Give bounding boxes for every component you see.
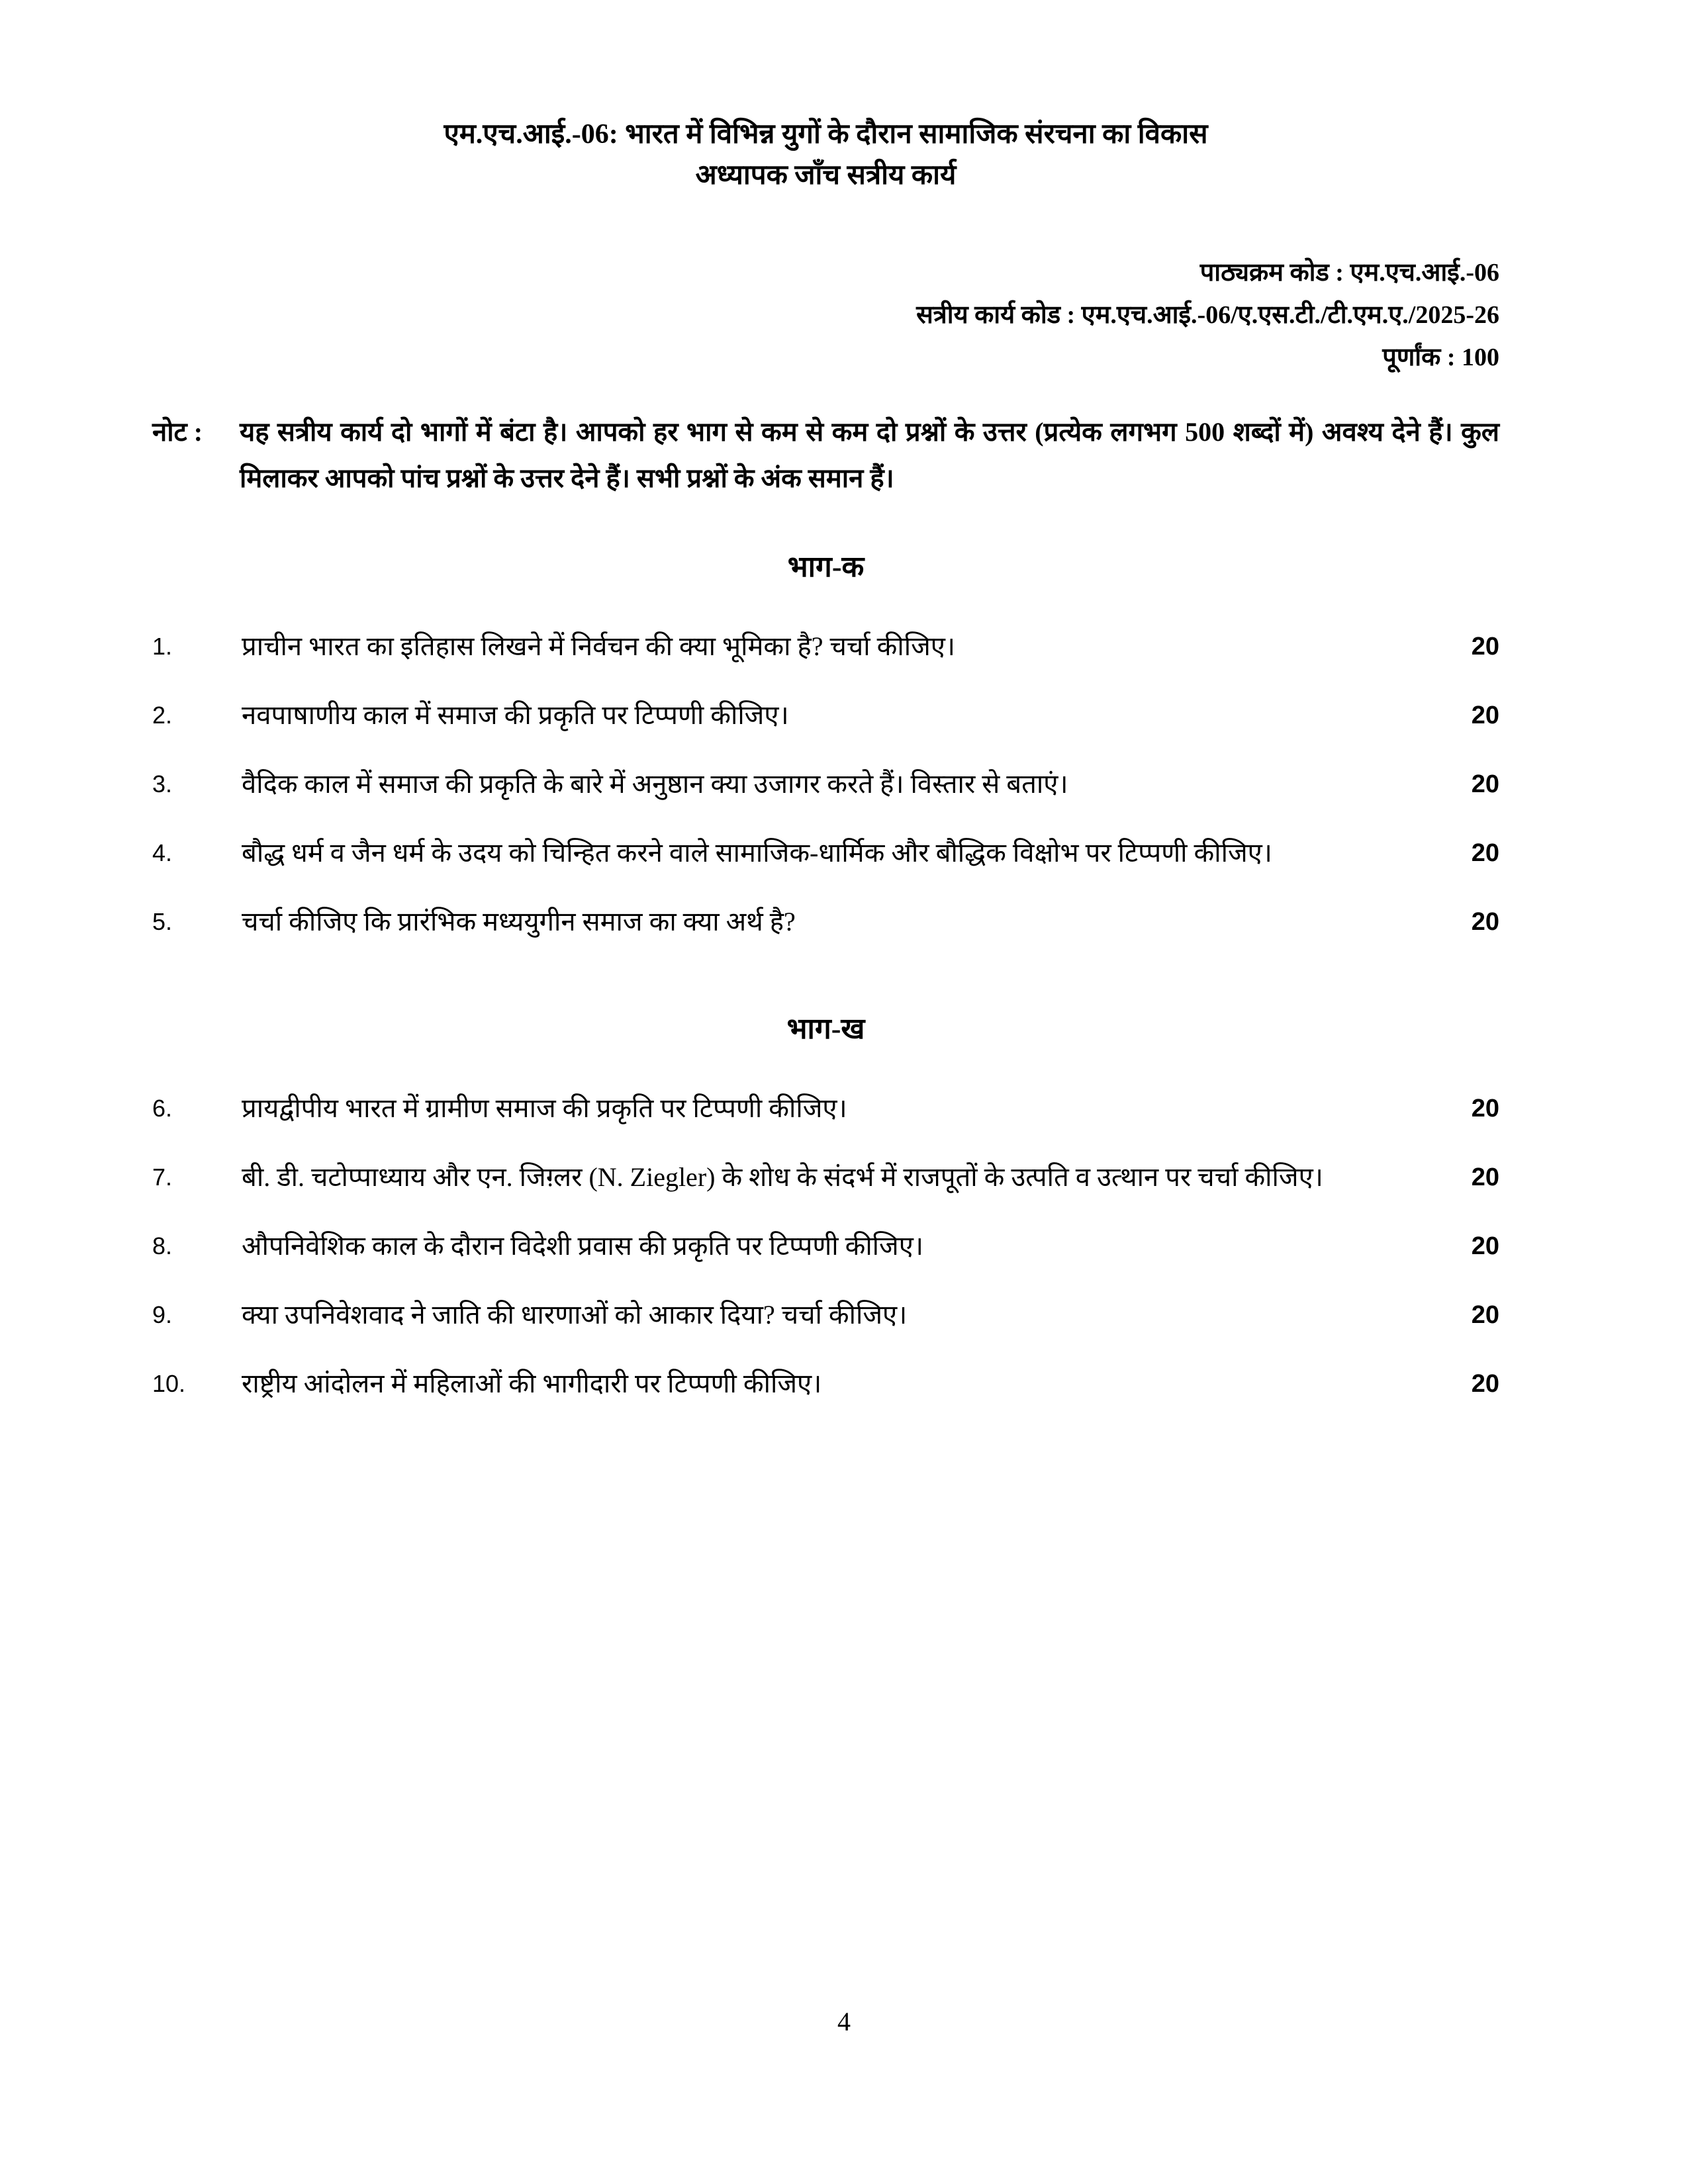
question-marks: 20: [1471, 1163, 1499, 1191]
question-text: औपनिवेशिक काल के दौरान विदेशी प्रवास की प्रकृति पर टिप्पणी कीजिए।: [242, 1231, 923, 1261]
course-code-line: पाठ्यक्रम कोड : एम.एच.आई.-06: [1199, 259, 1499, 287]
assignment-subtitle: अध्यापक जाँच सत्रीय कार्य: [695, 160, 957, 191]
question-row-6: [152, 1087, 1499, 1130]
course-title: एम.एच.आई.-06: भारत में विभिन्न युगों के दौरान सामाजिक संरचना का विकास: [444, 119, 1208, 150]
codes-block: [152, 251, 1499, 379]
question-text: चर्चा कीजिए कि प्रारंभिक मध्ययुगीन समाज का क्या अर्थ है?: [242, 907, 796, 936]
question-row-3: [152, 762, 1499, 806]
note-text: यह सत्रीय कार्य दो भागों में बंटा है। आपको हर भाग से कम से कम दो प्रश्नों के उत्तर (प्रत्येक लगभग 500 शब्दों में) अवश्य देने हैं। कुल मिलाकर आपको पांच प्रश्नों के उत्तर देने हैं। सभी प्रश्नों के अंक समान हैं।: [240, 417, 1499, 493]
note-block: [152, 409, 1499, 502]
assignment-code-line: सत्रीय कार्य कोड : एम.एच.आई.-06/ए.एस.टी./टी.एम.ए./2025-26: [916, 301, 1499, 329]
question-row-2: [152, 694, 1499, 737]
question-row-9: [152, 1293, 1499, 1337]
question-text: वैदिक काल में समाज की प्रकृति के बारे में अनुष्ठान क्या उजागर करते हैं। विस्तार से बताएं।: [242, 769, 1068, 799]
question-number: 10.: [152, 1370, 186, 1397]
question-text: प्राचीन भारत का इतिहास लिखने में निर्वचन की क्या भूमिका है? चर्चा कीजिए।: [242, 631, 956, 661]
question-marks: 20: [1471, 1095, 1499, 1122]
section-heading-part-b: भाग-ख: [786, 1013, 865, 1045]
question-text: प्रायद्वीपीय भारत में ग्रामीण समाज की प्रकृति पर टिप्पणी कीजिए।: [242, 1093, 847, 1123]
question-marks: 20: [1471, 1301, 1499, 1329]
question-text: क्या उपनिवेशवाद ने जाति की धारणाओं को आकार दिया? चर्चा कीजिए।: [242, 1300, 908, 1330]
question-number: 9.: [152, 1301, 173, 1328]
question-row-4: [152, 831, 1499, 875]
question-row-1: [152, 625, 1499, 668]
question-text: बौद्ध धर्म व जैन धर्म के उदय को चिन्हित करने वाले सामाजिक-धार्मिक और बौद्धिक विक्षोभ पर टिप्पणी कीजिए।: [242, 838, 1272, 868]
question-row-5: [152, 900, 1499, 944]
question-row-7: [152, 1156, 1499, 1199]
question-number: 6.: [152, 1095, 173, 1122]
question-marks: 20: [1471, 1232, 1499, 1260]
question-marks: 20: [1471, 702, 1499, 729]
question-marks: 20: [1471, 908, 1499, 936]
title-block: [152, 114, 1499, 196]
max-marks-line: पूर्णांक : 100: [1382, 343, 1499, 371]
question-number: 8.: [152, 1232, 173, 1259]
question-row-8: [152, 1224, 1499, 1268]
question-row-10: [152, 1362, 1499, 1406]
question-text: नवपाषाणीय काल में समाज की प्रकृति पर टिप्पणी कीजिए।: [242, 700, 789, 730]
question-number: 2.: [152, 702, 173, 729]
question-number: 1.: [152, 633, 173, 660]
question-marks: 20: [1471, 770, 1499, 798]
question-text: बी. डी. चटोप्पाध्याय और एन. जिग़्लर (N. Ziegler) के शोध के संदर्भ में राजपूतों के उत्पति व उत्थान पर चर्चा कीजिए।: [242, 1162, 1323, 1192]
question-number: 7.: [152, 1163, 173, 1191]
page-number: 4: [837, 2007, 851, 2036]
question-marks: 20: [1471, 633, 1499, 660]
note-label: नोट :: [152, 417, 203, 447]
question-number: 3.: [152, 770, 173, 797]
question-marks: 20: [1471, 839, 1499, 867]
question-number: 5.: [152, 908, 173, 935]
question-number: 4.: [152, 839, 173, 866]
section-heading-part-a: भाग-क: [787, 551, 865, 583]
question-marks: 20: [1471, 1370, 1499, 1398]
question-text: राष्ट्रीय आंदोलन में महिलाओं की भागीदारी पर टिप्पणी कीजिए।: [242, 1369, 822, 1398]
